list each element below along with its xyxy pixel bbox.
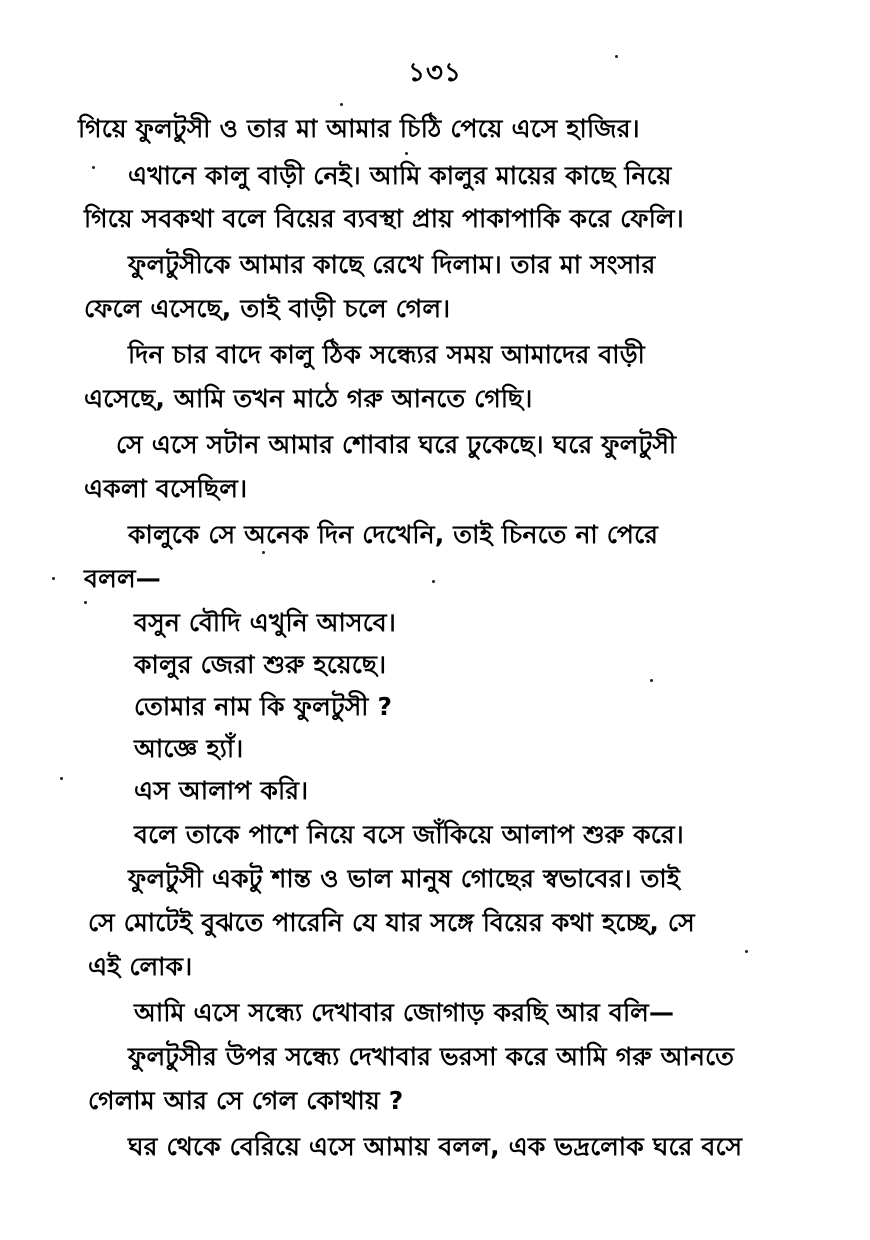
scan-speck — [340, 103, 343, 106]
text-line-21: আমি এসে সন্ধ্যে দেখাবার জোগাড় করছি আর বলি— — [134, 998, 675, 1027]
text-line-17: বলে তাকে পাশে নিয়ে বসে জাঁকিয়ে আলাপ শুরু করে। — [134, 820, 684, 849]
text-line-24: ঘর থেকে বেরিয়ে এসে আমায় বলল, এক ভদ্রলোক ঘরে বসে — [128, 1132, 743, 1161]
scan-speck — [432, 580, 435, 583]
scan-speck — [262, 551, 265, 554]
scan-speck — [84, 601, 87, 604]
text-line-8: সে এসে সটান আমার শোবার ঘরে ঢুকেছে। ঘরে ফুলটুসী — [116, 430, 677, 459]
text-line-2: এখানে কালু বাড়ী নেই। আমি কালুর মায়ের কাছে নিয়ে — [128, 161, 672, 190]
text-line-22: ফুলটুসীর উপর সন্ধ্যে দেখাবার ভরসা করে আমি গরু আনতে — [128, 1042, 735, 1071]
scan-speck — [615, 55, 618, 58]
text-line-15: আজ্ঞে হ্যাঁ। — [134, 734, 244, 763]
scan-speck — [745, 950, 748, 953]
text-line-12: বসুন বৌদি এখুনি আসবে। — [134, 608, 397, 637]
page-number: ১৩১ — [408, 58, 462, 88]
scan-speck — [650, 679, 653, 682]
text-line-14: তোমার নাম কি ফুলটুসী ? — [134, 692, 393, 721]
text-line-5: ফেলে এসেছে, তাই বাড়ী চলে গেল। — [84, 294, 451, 323]
text-line-4: ফুলটুসীকে আমার কাছে রেখে দিলাম। তার মা সংসার — [128, 250, 656, 279]
text-line-3: গিয়ে সবকথা বলে বিয়ের ব্যবস্থা প্রায় পাকাপাকি করে ফেলি। — [84, 204, 684, 233]
text-line-19: সে মোটেই বুঝতে পারেনি যে যার সঙ্গে বিয়ের কথা হচ্ছে, সে — [88, 908, 695, 937]
text-line-1: গিয়ে ফুলটুসী ও তার মা আমার চিঠি পেয়ে এসে হাজির। — [78, 114, 640, 143]
scan-speck — [52, 577, 55, 580]
text-line-9: একলা বসেছিল। — [84, 474, 248, 503]
scan-speck — [60, 777, 63, 780]
text-line-23: গেলাম আর সে গেল কোথায় ? — [88, 1086, 404, 1115]
text-line-6: দিন চার বাদে কালু ঠিক সন্ধ্যের সময় আমাদের বাড়ী — [128, 340, 645, 369]
text-line-7: এসেছে, আমি তখন মাঠে গরু আনতে গেছি। — [84, 384, 533, 413]
scan-speck — [405, 152, 408, 155]
text-line-13: কালুর জেরা শুরু হয়েছে। — [134, 650, 387, 679]
text-line-18: ফুলটুসী একটু শান্ত ও ভাল মানুষ গোছের স্বভাবের। তাই — [128, 864, 681, 893]
text-line-11: বলল— — [84, 564, 161, 593]
text-line-10: কালুকে সে অনেক দিন দেখেনি, তাই চিনতে না পেরে — [128, 520, 659, 549]
text-line-16: এস আলাপ করি। — [134, 776, 309, 805]
scan-speck — [92, 166, 95, 169]
text-line-20: এই লোক। — [88, 952, 193, 981]
